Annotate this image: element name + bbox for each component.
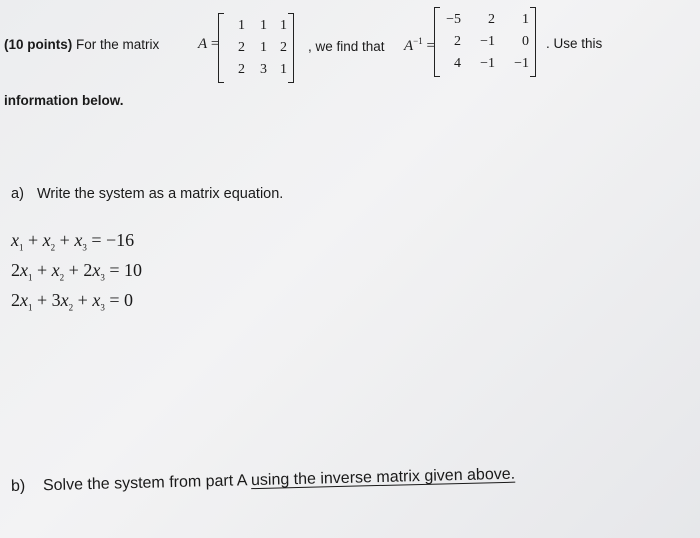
part-b-prompt [11,466,516,496]
var-x: x [92,260,101,280]
matrix-a-cell: 2 [238,62,245,77]
subscript: 3 [100,302,105,313]
inverse-equation [404,36,435,55]
part-b-label: b) [10,477,26,495]
plus-op: + [55,230,75,250]
matrix-inverse-cell: 2 [454,34,461,49]
plus-op: + [32,290,52,310]
coef: 2 [11,260,20,280]
system-equation-2 [11,260,142,283]
subscript: 1 [28,272,33,283]
system-equation-3 [11,290,133,313]
subscript: 3 [100,272,105,283]
matrix-a-name: A [198,36,208,52]
rhs: = 0 [104,290,133,310]
matrix-inverse-cell: −1 [480,34,495,49]
matrix-a-inverse [441,9,529,75]
subscript: 2 [59,272,65,283]
matrix-inverse-cell: 2 [488,12,495,27]
matrix-inverse-cell: −5 [446,12,461,27]
subscript: 1 [19,242,24,253]
matrix-inverse-cell: 4 [454,56,461,71]
inverse-exponent: −1 [413,36,423,46]
subscript: 1 [28,302,33,313]
matrix-inverse-cell: −1 [514,56,529,71]
coef: 2 [11,290,20,310]
inverse-name: A [404,38,414,54]
matrix-inverse-cell: 0 [522,34,529,49]
var-x: x [20,290,28,310]
system-equation-1 [11,230,134,253]
matrix-a-cell: 1 [238,18,245,33]
matrix-a-cell: 1 [260,18,267,33]
plus-op: + [64,260,84,280]
coef: 3 [51,290,61,310]
intro-text-a: For the matrix [76,37,160,52]
points-label: (10 points) [4,37,73,52]
var-x: x [92,290,101,310]
var-x: x [11,230,19,250]
var-x: x [74,230,83,250]
matrix-a-cell: 1 [260,40,267,55]
plus-op: + [32,260,52,280]
rhs: = 10 [104,260,142,280]
var-x: x [20,260,28,280]
var-x: x [42,230,51,250]
matrix-a [225,15,287,81]
plus-op: + [23,230,43,250]
coef: 2 [83,260,93,280]
inverse-eq-sign: = [426,38,435,54]
plus-op: + [73,290,93,310]
matrix-a-cell: 2 [238,40,245,55]
problem-intro [4,37,159,52]
matrix-a-cell: 1 [280,18,287,33]
part-a-text: Write the system as a matrix equation. [37,186,284,202]
var-x: x [60,290,69,310]
matrix-a-cell: 3 [260,62,267,77]
subscript: 3 [82,242,87,253]
matrix-inverse-cell: −1 [480,56,495,71]
intro-text-c: . Use this [546,36,603,51]
part-a-label: a) [11,186,24,202]
rhs: = −16 [86,230,135,250]
intro-text-b: , we find that [308,39,385,54]
matrix-a-cell: 2 [280,40,287,55]
subscript: 2 [68,302,74,313]
intro-text-d: information below. [4,93,124,108]
matrix-inverse-cell: 1 [522,12,529,27]
matrix-a-equation [198,36,219,53]
part-b-text: Solve the system from part A [42,472,247,495]
part-b-underlined-text: using the inverse matrix given above. [250,465,516,490]
matrix-a-cell: 1 [280,62,287,77]
subscript: 2 [50,242,56,253]
matrix-a-eq-sign: = [210,36,220,52]
part-a-prompt [11,186,283,202]
var-x: x [51,260,60,280]
